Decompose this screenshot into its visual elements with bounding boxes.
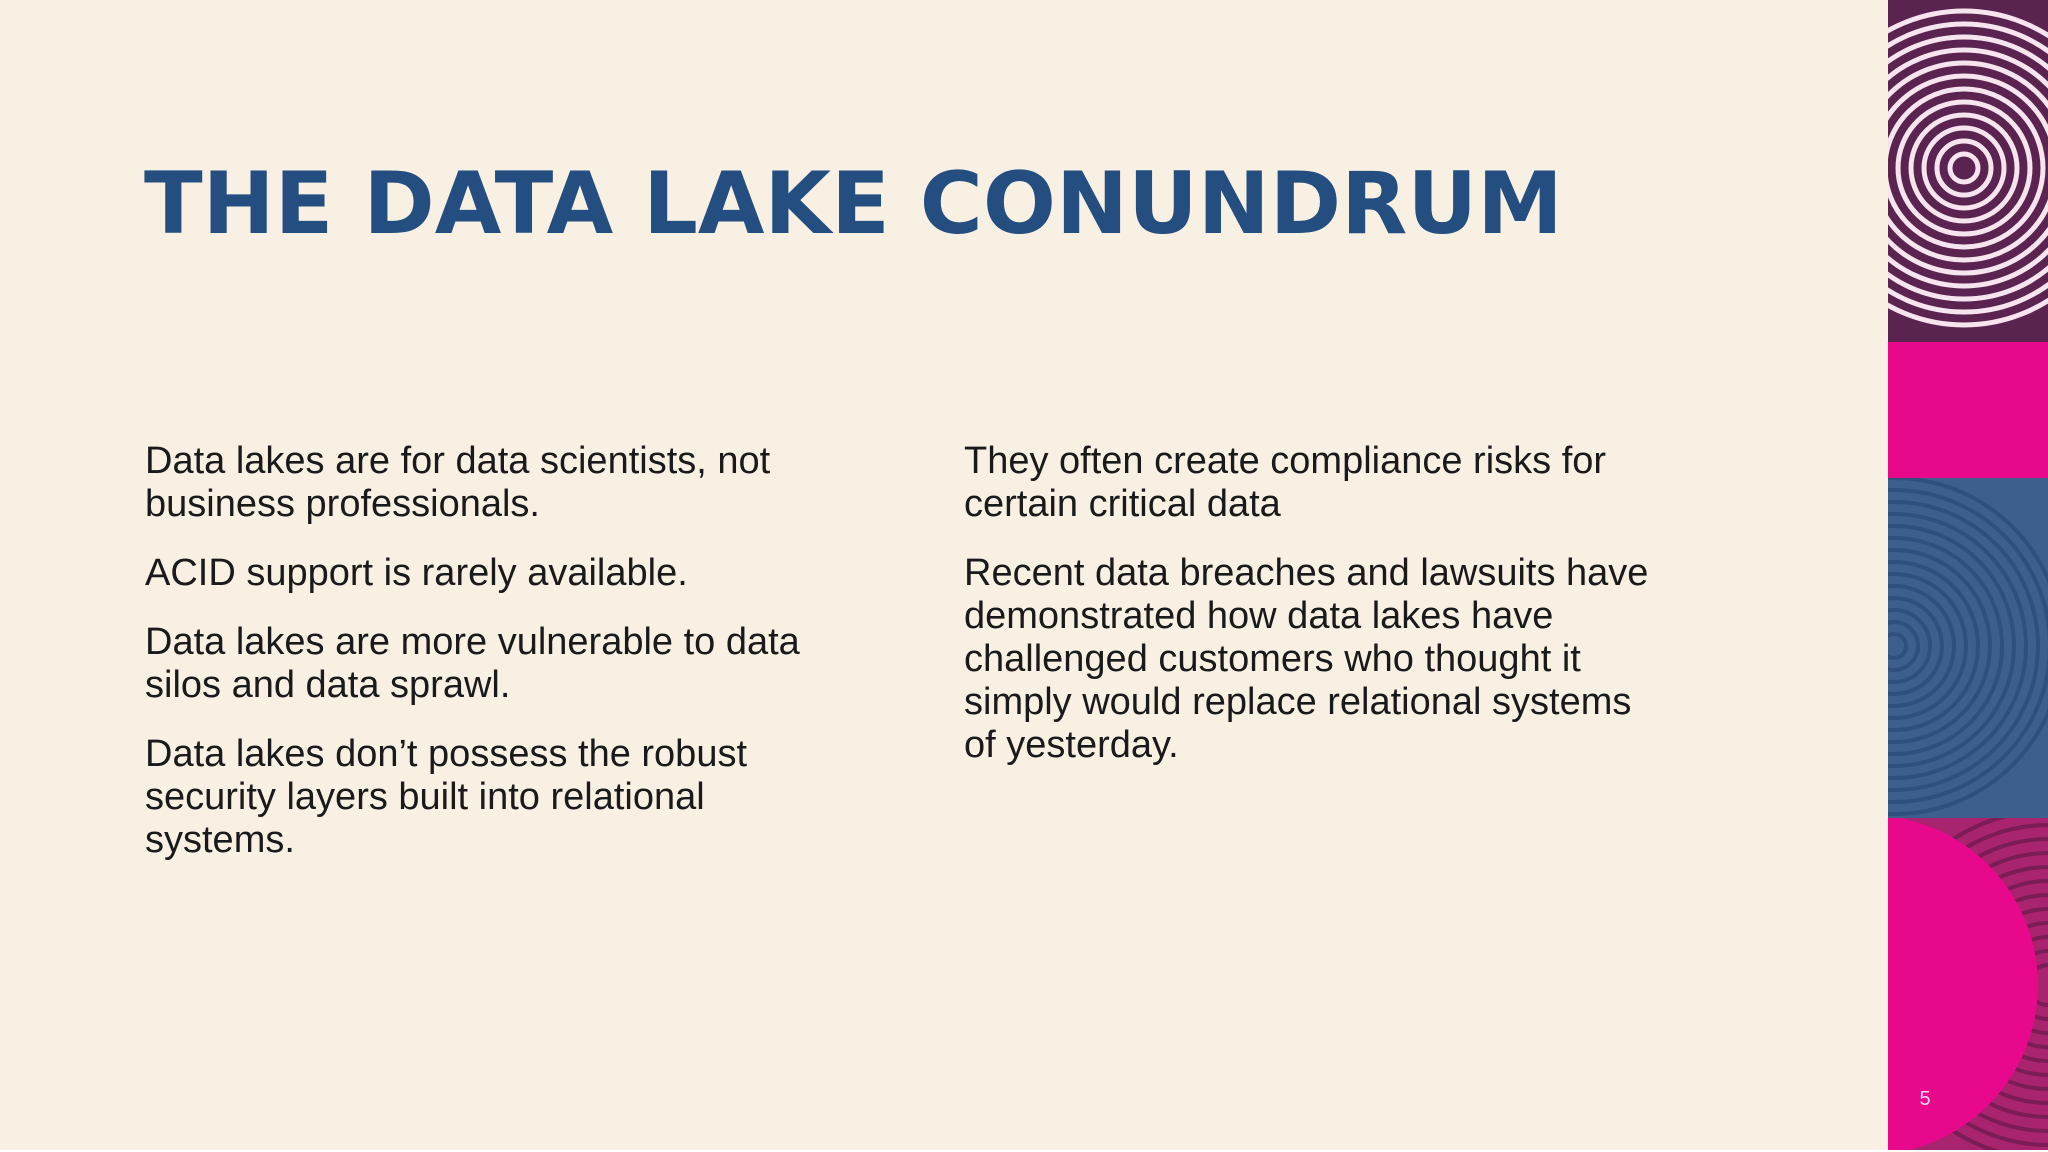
solid-magenta	[1888, 342, 2048, 478]
concentric-rings-blue	[1888, 478, 2048, 818]
decorative-side-panel	[1888, 0, 2048, 1150]
paragraph: They often create compliance risks for certain critical data	[964, 440, 1607, 525]
paragraph: ACID support is rarely available.	[145, 552, 688, 594]
paragraph: Recent data breaches and lawsuits have demonstrated how data lakes have challenged customers who thought it simply would replace relational systems of yesterday.	[964, 552, 1649, 766]
left-text-column	[145, 440, 845, 888]
concentric-rings-purple	[1888, 0, 2048, 342]
paragraph: Data lakes are more vulnerable to data silos and data sprawl.	[145, 621, 800, 706]
right-text-column	[964, 440, 1664, 793]
slide-title: THE DATA LAKE CONUNDRUM	[144, 154, 1563, 254]
paragraph: Data lakes don’t possess the robust security layers built into relational systems.	[145, 733, 748, 861]
slide-number: 5	[1919, 1088, 1931, 1110]
paragraph: Data lakes are for data scientists, not business professionals.	[145, 440, 771, 525]
